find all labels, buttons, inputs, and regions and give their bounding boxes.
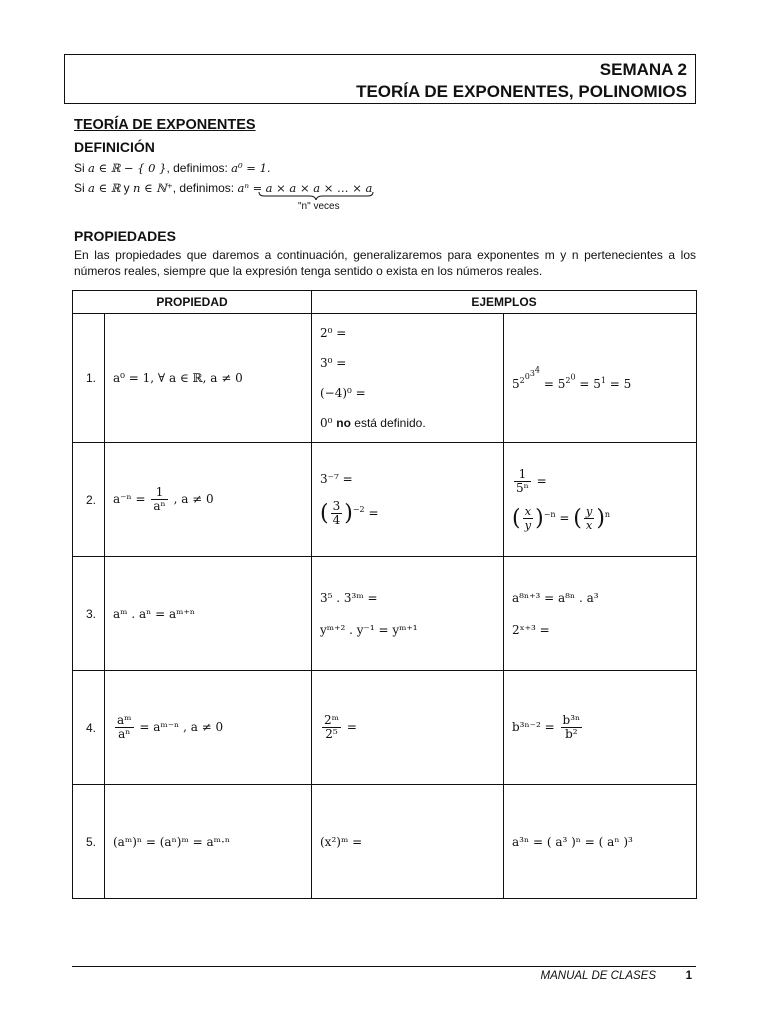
property-cell: a⁻ⁿ = $\frac{1}{\text{aⁿ}}$ , a ≠ 0 [105,443,312,557]
properties-paragraph: En las propiedades que daremos a continuación, generalizaremos para exponentes m y n pertenecientes a los números reales, siempre que la expresión tenga sentido o exista en los números reales. [74,248,696,278]
examples-cell [504,557,697,671]
underbrace [258,192,374,200]
week-label: SEMANA 2 [599,60,687,79]
example-line: 2⁰ = [320,326,347,340]
page-number: 1 [685,970,692,982]
example-line: ( $\frac{3}{4}$ )$^{-2}$ = [320,499,379,527]
header-box [64,54,696,104]
property-cell: aᵐ . aⁿ = aᵐ⁺ⁿ [105,557,312,671]
row-number: 4. [73,671,105,785]
header-examples: EJEMPLOS [312,291,697,314]
brace-label: "n" veces [298,201,340,212]
document-title: TEORÍA DE EXPONENTES, POLINOMIOS [356,82,687,101]
row-number: 5. [73,785,105,899]
section-title-exponents: TEORÍA DE EXPONENTES [74,117,256,133]
table-row [73,443,697,557]
examples-cell [312,314,504,443]
example-line: 0⁰ no está definido. [320,416,426,430]
row-number: 1. [73,314,105,443]
row-number: 2. [73,443,105,557]
table-row [73,557,697,671]
example-line: ( $\frac{x}{y}$ )$^{-n}$ = ( $\frac{y}{x}$ )$^n$ [512,503,611,532]
example-line: yᵐ⁺² . y⁻¹ = yᵐ⁺¹ [320,622,418,637]
example-line: $\frac{1}{\text{5ⁿ}}$ = [516,466,547,495]
example-line: a⁸ⁿ⁺³ = a⁸ⁿ . a³ [512,590,599,605]
examples-cell [312,557,504,671]
examples-cell: a³ⁿ = ( a³ )ⁿ = ( aⁿ )³ [504,785,697,899]
footer-rule [72,966,696,967]
example-line: 3⁻⁷ = [320,472,353,486]
definition-line-2: Si a ∈ ℝ y n ∈ ℕ⁺, definimos: aⁿ = a × a × a × … × a [74,181,373,195]
table-row [73,314,697,443]
examples-cell: $\frac{\text{2ᵐ}}{\text{2⁵}}$ = [312,671,504,785]
examples-cell [312,443,504,557]
footer-label: MANUAL DE CLASES [540,970,656,982]
property-cell: (aᵐ)ⁿ = (aⁿ)ᵐ = aᵐ·ⁿ [105,785,312,899]
examples-cell: b³ⁿ⁻² = $\frac{\text{b³ⁿ}}{\text{b²}}$ [504,671,697,785]
examples-cell [504,443,697,557]
header-property: PROPIEDAD [73,291,312,314]
example-line: $5^{2^{0^{3^4}}} = 5^{2^0} = 5^1 = 5$ [512,365,632,391]
definition-line-1: Si a ∈ ℝ − { 0 }, definimos: a⁰ = 1. [74,161,271,175]
properties-table [72,290,697,899]
examples-cell [504,314,697,443]
example-line: 3⁵ . 3³ᵐ = [320,590,378,605]
table-header-row [73,291,697,314]
examples-cell: (x²)ᵐ = [312,785,504,899]
example-line: (−4)⁰ = [320,386,366,400]
example-line: 3⁰ = [320,356,347,370]
example-line: 2ˣ⁺³ = [512,622,550,637]
row-number: 3. [73,557,105,671]
property-cell: a⁰ = 1, ∀ a ∈ ℝ, a ≠ 0 [105,314,312,443]
table-row [73,785,697,899]
property-cell: $\frac{\text{aᵐ}}{\text{aⁿ}}$ = aᵐ⁻ⁿ , a ≠ 0 [105,671,312,785]
properties-heading: PROPIEDADES [74,228,176,244]
table-row [73,671,697,785]
definition-heading: DEFINICIÓN [74,139,155,155]
